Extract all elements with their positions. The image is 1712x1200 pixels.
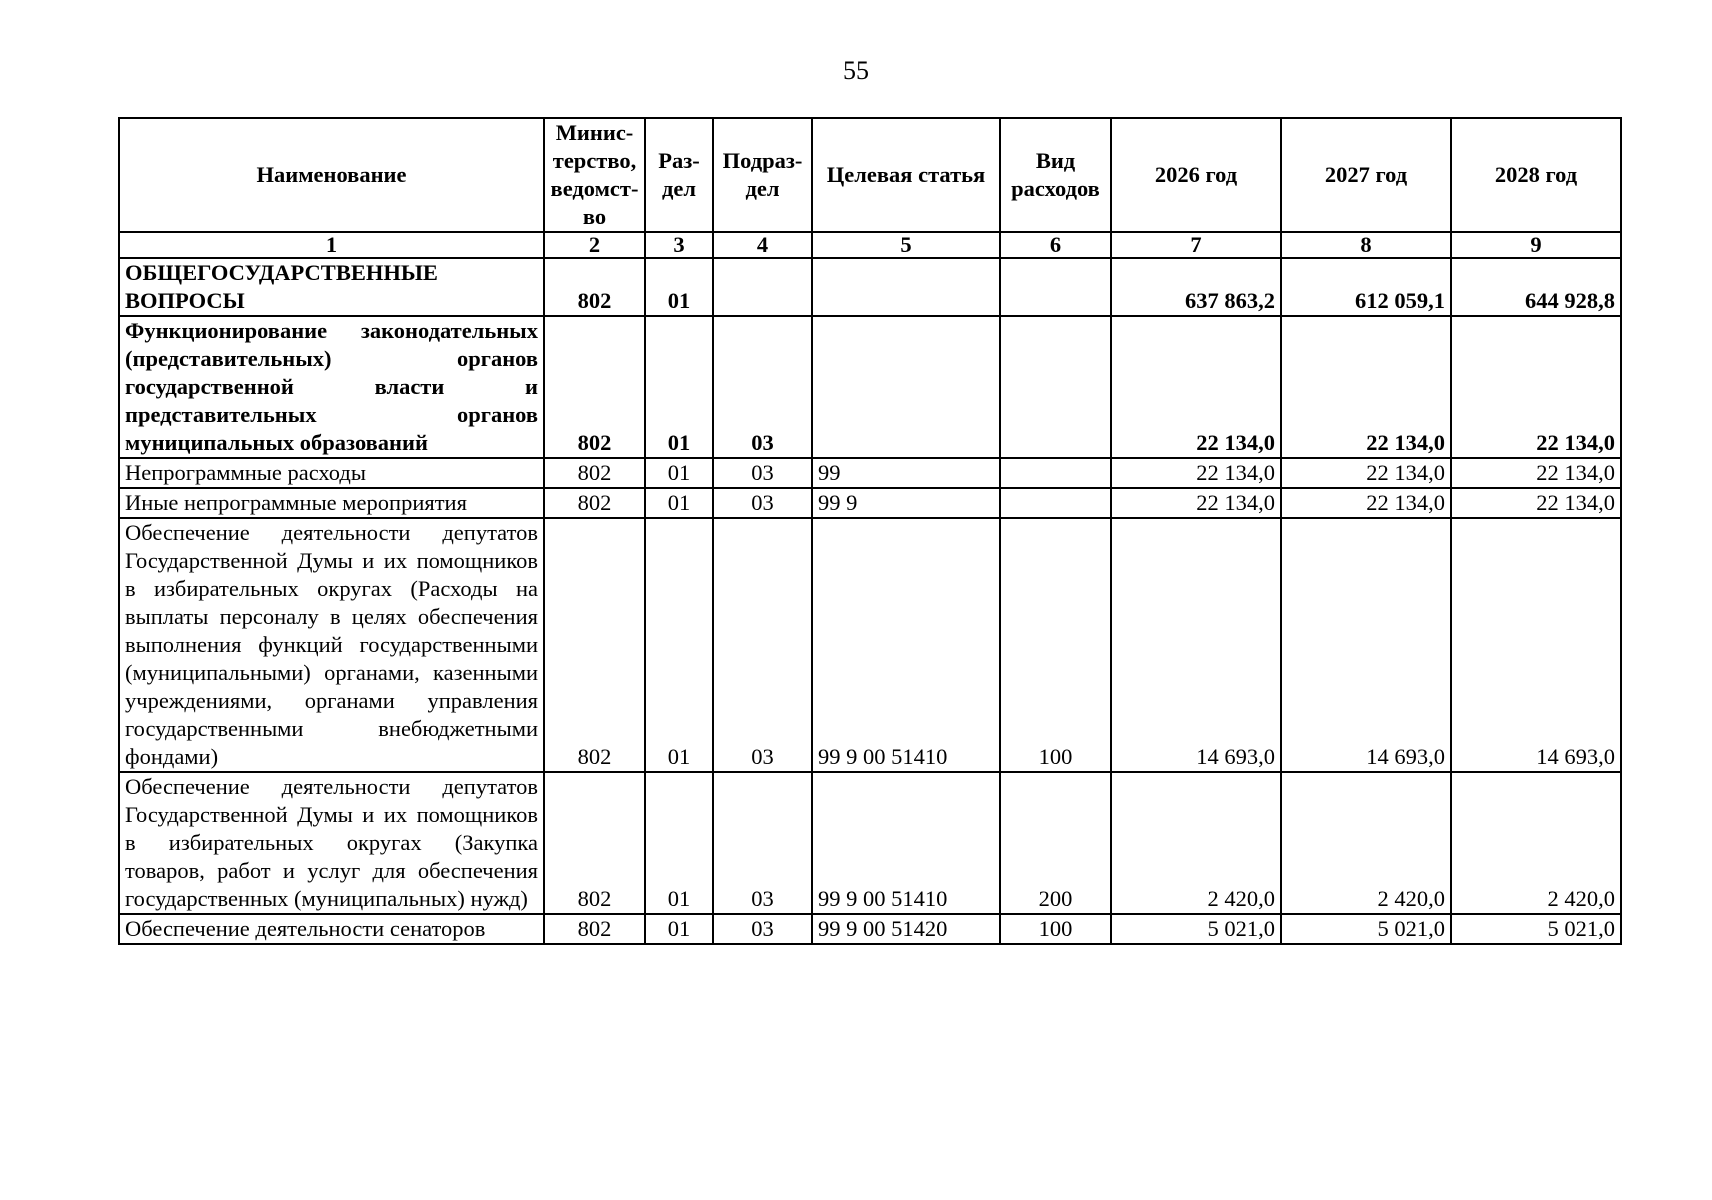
row-2026: 637 863,2 xyxy=(1111,258,1281,316)
column-number: 4 xyxy=(713,232,812,258)
header-row xyxy=(119,118,1621,232)
row-2026: 22 134,0 xyxy=(1111,488,1281,518)
row-name: Обеспечение деятельности сенаторов xyxy=(119,914,544,944)
header-2027: 2027 год xyxy=(1281,118,1451,232)
column-number: 1 xyxy=(119,232,544,258)
row-2028: 22 134,0 xyxy=(1451,316,1621,458)
row-2027: 2 420,0 xyxy=(1281,772,1451,914)
row-2027: 22 134,0 xyxy=(1281,316,1451,458)
column-number: 6 xyxy=(1000,232,1111,258)
row-ministry: 802 xyxy=(544,316,645,458)
row-2028: 22 134,0 xyxy=(1451,458,1621,488)
row-2027: 22 134,0 xyxy=(1281,458,1451,488)
row-subsection: 03 xyxy=(713,316,812,458)
row-2027: 14 693,0 xyxy=(1281,518,1451,772)
row-section: 01 xyxy=(645,518,713,772)
row-expense-type: 100 xyxy=(1000,518,1111,772)
header-ministry: Минис-терство, ведомст-во xyxy=(544,118,645,232)
row-name: Иные непрограммные мероприятия xyxy=(119,488,544,518)
table-row xyxy=(119,316,1621,458)
row-ministry: 802 xyxy=(544,458,645,488)
row-name: Непрограммные расходы xyxy=(119,458,544,488)
row-ministry: 802 xyxy=(544,518,645,772)
table-row xyxy=(119,518,1621,772)
row-name: ОБЩЕГОСУДАРСТВЕННЫЕ ВОПРОСЫ xyxy=(119,258,544,316)
row-target: 99 9 xyxy=(812,488,1000,518)
row-expense-type xyxy=(1000,258,1111,316)
row-2028: 644 928,8 xyxy=(1451,258,1621,316)
header-name: Наименование xyxy=(119,118,544,232)
row-target: 99 9 00 51410 xyxy=(812,772,1000,914)
row-2027: 22 134,0 xyxy=(1281,488,1451,518)
column-number: 7 xyxy=(1111,232,1281,258)
row-2028: 14 693,0 xyxy=(1451,518,1621,772)
table-row xyxy=(119,914,1621,944)
header-target: Целевая статья xyxy=(812,118,1000,232)
table-row xyxy=(119,258,1621,316)
row-name: Функционирование законодательных (представительных) органов государственной власти и представительных органов муниципальных образований xyxy=(119,316,544,458)
row-target: 99 9 00 51420 xyxy=(812,914,1000,944)
row-section: 01 xyxy=(645,914,713,944)
row-expense-type xyxy=(1000,316,1111,458)
column-number: 9 xyxy=(1451,232,1621,258)
column-number-row xyxy=(119,232,1621,258)
column-number: 5 xyxy=(812,232,1000,258)
header-subsection: Подраз-дел xyxy=(713,118,812,232)
table-row xyxy=(119,772,1621,914)
row-subsection: 03 xyxy=(713,488,812,518)
row-subsection: 03 xyxy=(713,518,812,772)
row-name: Обеспечение деятельности депутатов Государственной Думы и их помощников в избирательных округах (Расходы на выплаты персоналу в целях обеспечения выполнения функций государственными (муниципальными) органами, казенными учреждениями, органами управления государственными внебюджетными фондами) xyxy=(119,518,544,772)
row-expense-type: 200 xyxy=(1000,772,1111,914)
row-2028: 2 420,0 xyxy=(1451,772,1621,914)
row-subsection: 03 xyxy=(713,772,812,914)
row-target: 99 9 00 51410 xyxy=(812,518,1000,772)
row-section: 01 xyxy=(645,488,713,518)
header-2026: 2026 год xyxy=(1111,118,1281,232)
column-number: 3 xyxy=(645,232,713,258)
row-target xyxy=(812,258,1000,316)
row-2028: 5 021,0 xyxy=(1451,914,1621,944)
row-section: 01 xyxy=(645,772,713,914)
row-subsection: 03 xyxy=(713,458,812,488)
header-expense-type: Вид расходов xyxy=(1000,118,1111,232)
row-section: 01 xyxy=(645,458,713,488)
row-2026: 14 693,0 xyxy=(1111,518,1281,772)
row-target: 99 xyxy=(812,458,1000,488)
row-ministry: 802 xyxy=(544,488,645,518)
row-ministry: 802 xyxy=(544,772,645,914)
header-section: Раз-дел xyxy=(645,118,713,232)
row-ministry: 802 xyxy=(544,914,645,944)
row-2026: 22 134,0 xyxy=(1111,458,1281,488)
table-row xyxy=(119,488,1621,518)
row-target xyxy=(812,316,1000,458)
row-expense-type xyxy=(1000,458,1111,488)
row-2027: 612 059,1 xyxy=(1281,258,1451,316)
row-expense-type xyxy=(1000,488,1111,518)
row-name: Обеспечение деятельности депутатов Государственной Думы и их помощников в избирательных округах (Закупка товаров, работ и услуг для обеспечения государственных (муниципальных) нужд) xyxy=(119,772,544,914)
column-number: 2 xyxy=(544,232,645,258)
table-row xyxy=(119,458,1621,488)
row-2027: 5 021,0 xyxy=(1281,914,1451,944)
row-2026: 5 021,0 xyxy=(1111,914,1281,944)
page-number: 55 xyxy=(843,56,869,85)
row-section: 01 xyxy=(645,316,713,458)
row-subsection xyxy=(713,258,812,316)
row-expense-type: 100 xyxy=(1000,914,1111,944)
column-number: 8 xyxy=(1281,232,1451,258)
budget-table xyxy=(118,117,1622,945)
row-2026: 2 420,0 xyxy=(1111,772,1281,914)
header-2028: 2028 год xyxy=(1451,118,1621,232)
row-section: 01 xyxy=(645,258,713,316)
row-ministry: 802 xyxy=(544,258,645,316)
row-2028: 22 134,0 xyxy=(1451,488,1621,518)
row-2026: 22 134,0 xyxy=(1111,316,1281,458)
row-subsection: 03 xyxy=(713,914,812,944)
